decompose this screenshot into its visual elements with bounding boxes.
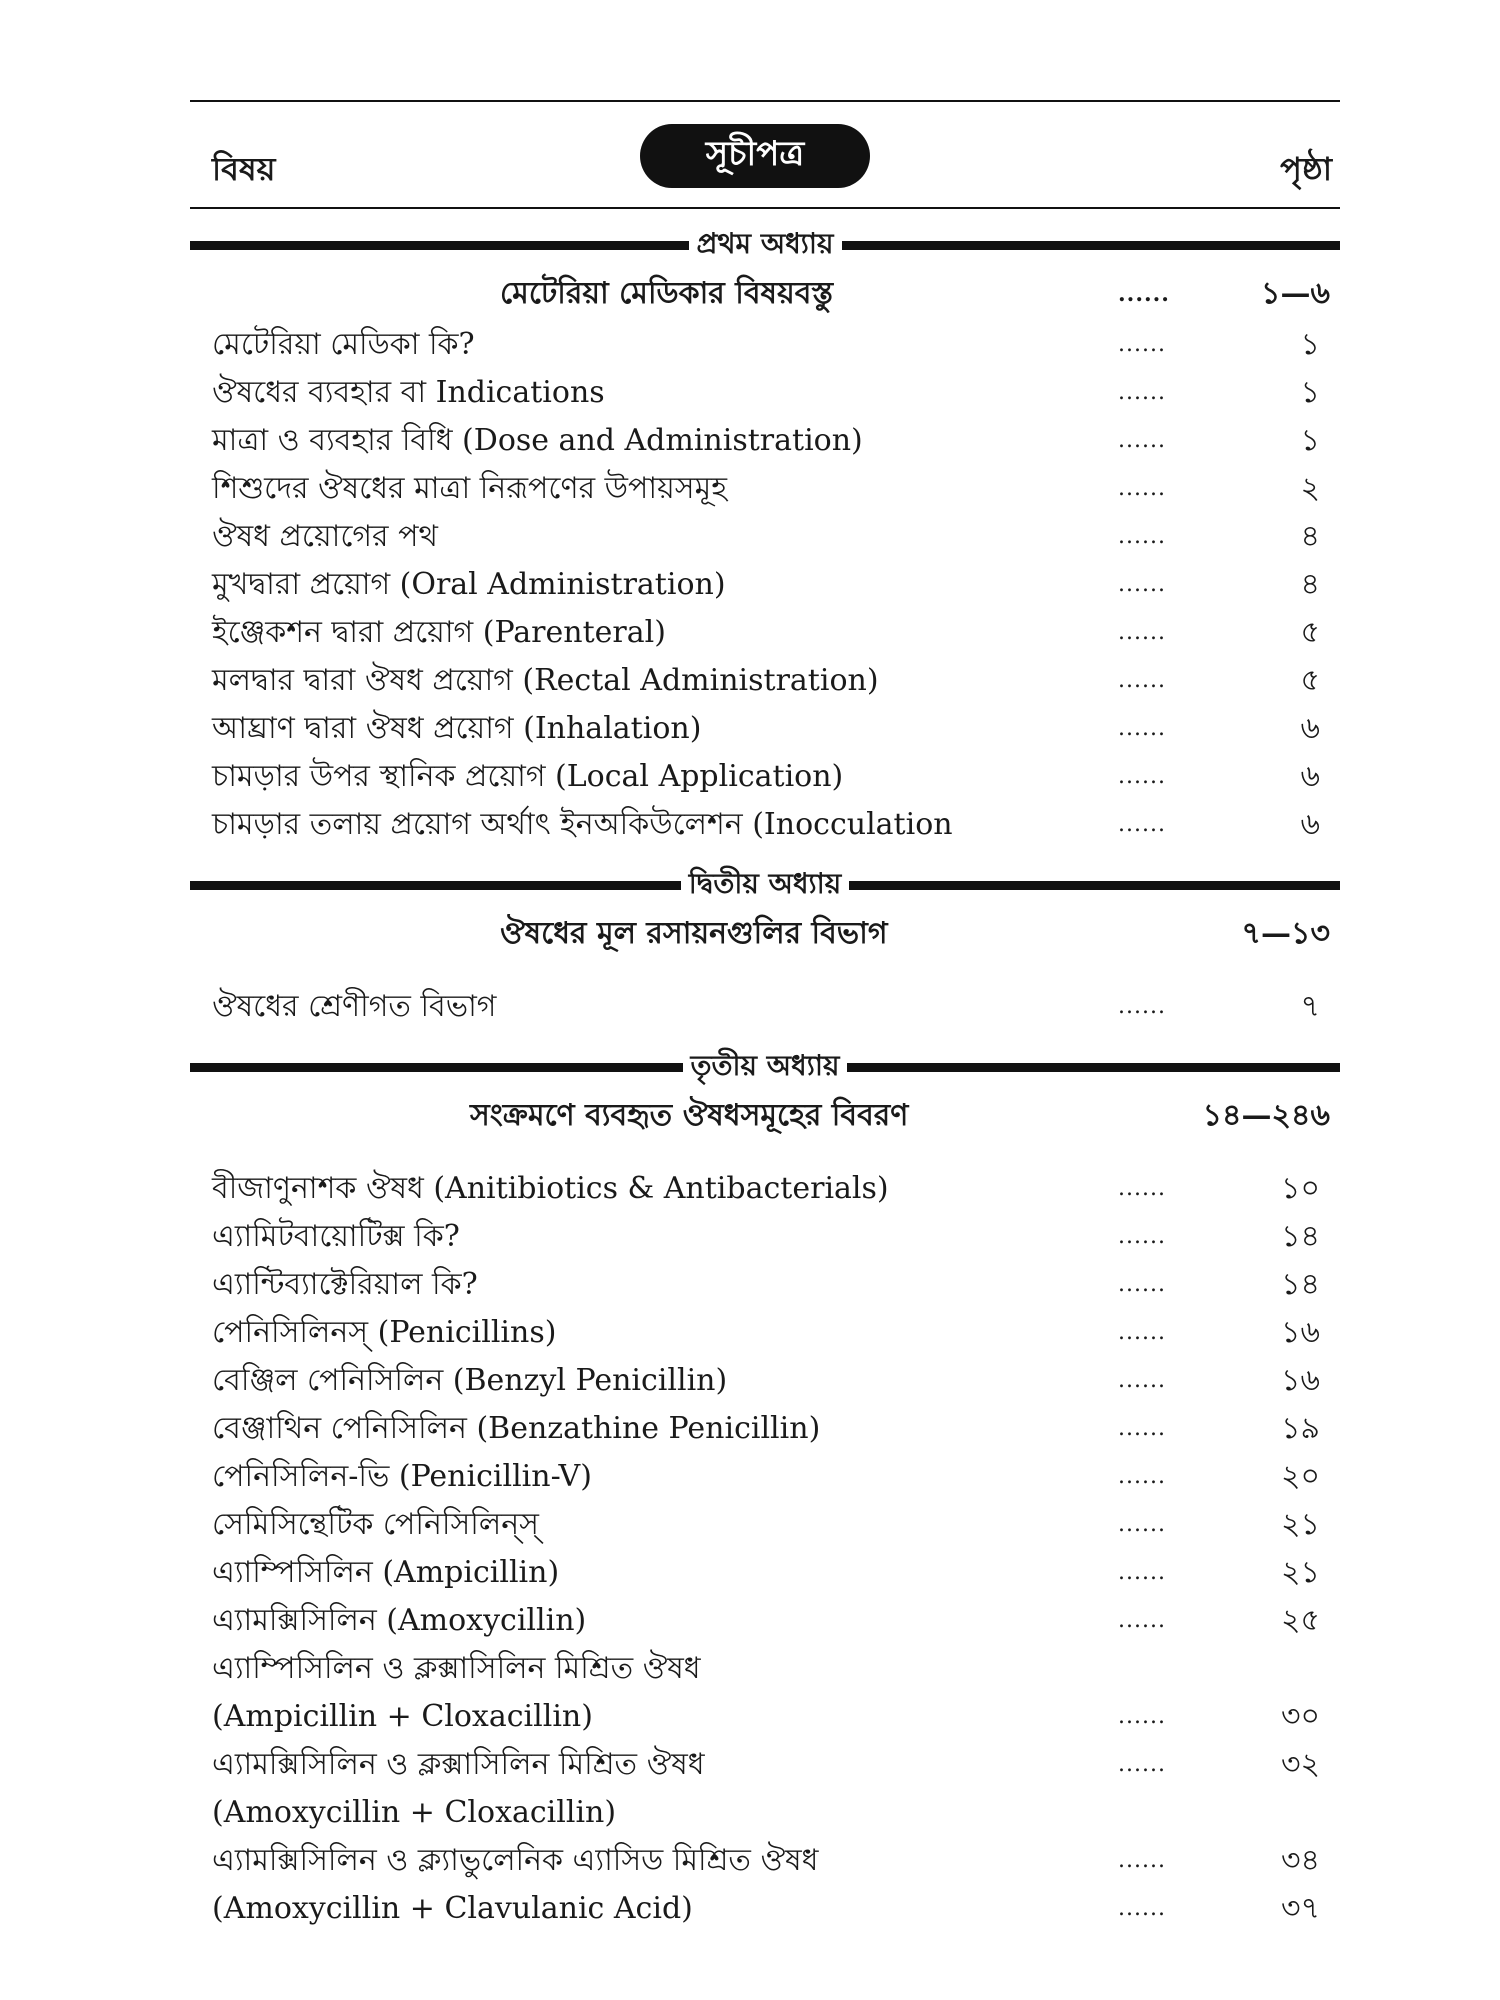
entry-page-number: ২৫ bbox=[1281, 1603, 1320, 1638]
toc-title-badge: সূচীপত্র bbox=[640, 124, 870, 188]
page-heading: পৃষ্ঠা bbox=[1280, 150, 1332, 188]
entry-page-number: ২১ bbox=[1281, 1555, 1320, 1590]
entry-page-number: ১৪ bbox=[1281, 1219, 1320, 1254]
toc-entry bbox=[190, 1597, 1340, 1645]
dot-leader: ...... bbox=[1118, 1224, 1166, 1249]
dot-leader: ...... bbox=[1118, 1176, 1166, 1201]
entry-page-number: ১৪ bbox=[1281, 1267, 1320, 1302]
toc-entry bbox=[190, 513, 1340, 561]
dot-leader: ...... bbox=[1118, 812, 1166, 837]
toc-header bbox=[190, 102, 1340, 207]
entry-page-number: ৪ bbox=[1300, 567, 1320, 602]
toc-entry bbox=[190, 1213, 1340, 1261]
dot-leader: ...... bbox=[1118, 1608, 1166, 1633]
dot-leader: ...... bbox=[1118, 1560, 1166, 1585]
chapter-divider bbox=[190, 1045, 1340, 1089]
toc-entry bbox=[190, 369, 1340, 417]
entry-title: ইঞ্জেকশন দ্বারা প্রয়োগ (Parenteral) bbox=[212, 615, 666, 650]
toc-entry bbox=[190, 1645, 1340, 1693]
entry-title: এ্যামক্সিসিলিন ও ক্লক্সাসিলিন মিশ্রিত ঔষধ bbox=[212, 1747, 705, 1782]
dot-leader: ...... bbox=[1118, 1512, 1166, 1537]
entry-title: আঘ্রাণ দ্বারা ঔষধ প্রয়োগ (Inhalation) bbox=[212, 711, 702, 746]
entry-title: (Amoxycillin + Clavulanic Acid) bbox=[212, 1891, 693, 1926]
dot-leader: ...... bbox=[1118, 1272, 1166, 1297]
chapter-divider bbox=[190, 863, 1340, 907]
section-heading-row bbox=[190, 907, 1340, 961]
dot-leader: ...... bbox=[1118, 428, 1166, 453]
entry-page-number: ১৯ bbox=[1281, 1411, 1320, 1446]
toc-entry bbox=[190, 1165, 1340, 1213]
entry-page-number: ১ bbox=[1300, 423, 1320, 458]
entry-page-number: ৫ bbox=[1300, 615, 1320, 650]
entry-page-number: ১৬ bbox=[1281, 1315, 1320, 1350]
entry-page-number: ৩৭ bbox=[1280, 1891, 1320, 1926]
entry-page-number: ৩০ bbox=[1280, 1699, 1320, 1734]
toc-page bbox=[190, 100, 1340, 1933]
toc-entry bbox=[190, 417, 1340, 465]
toc-entry bbox=[190, 657, 1340, 705]
dot-leader: ...... bbox=[1118, 1752, 1166, 1777]
entry-title: এ্যাম্পিসিলিন ও ক্লক্সাসিলিন মিশ্রিত ঔষধ bbox=[212, 1651, 701, 1686]
toc-entry bbox=[190, 1405, 1340, 1453]
dot-leader: ...... bbox=[1118, 281, 1170, 307]
entry-page-number: ১ bbox=[1300, 327, 1320, 362]
entry-page-number: ১ bbox=[1300, 375, 1320, 410]
dot-leader: ...... bbox=[1118, 1896, 1166, 1921]
section-page-range: ১৪—২৪৬ bbox=[1202, 1098, 1330, 1133]
entry-title: শিশুদের ঔষধের মাত্রা নিরূপণের উপায়সমূহ bbox=[212, 471, 727, 506]
dot-leader: ...... bbox=[1118, 476, 1166, 501]
entry-title: এ্যান্টিব্যাক্টেরিয়াল কি? bbox=[212, 1267, 478, 1302]
chapter-label: প্রথম অধ্যায় bbox=[696, 226, 834, 260]
entry-title: চামড়ার উপর স্থানিক প্রয়োগ (Local Application) bbox=[212, 759, 844, 794]
toc-entry bbox=[190, 1501, 1340, 1549]
entry-page-number: ৬ bbox=[1300, 711, 1320, 746]
toc-entry bbox=[190, 1789, 1340, 1837]
entry-title: চামড়ার তলায় প্রয়োগ অর্থাৎ ইনঅকিউলেশন (Inocculation bbox=[212, 807, 953, 842]
entry-title: বীজাণুনাশক ঔষধ (Anitibiotics & Antibacterials) bbox=[212, 1171, 889, 1206]
dot-leader: ...... bbox=[1118, 1320, 1166, 1345]
toc-entry bbox=[190, 1309, 1340, 1357]
toc-entry bbox=[190, 1549, 1340, 1597]
dot-leader: ...... bbox=[1118, 764, 1166, 789]
entry-page-number: ১৬ bbox=[1281, 1363, 1320, 1398]
toc-entry bbox=[190, 321, 1340, 369]
entry-page-number: ২০ bbox=[1280, 1459, 1320, 1494]
toc-entry bbox=[190, 1837, 1340, 1885]
entry-title: বেঞ্জাথিন পেনিসিলিন (Benzathine Penicillin) bbox=[212, 1411, 821, 1446]
toc-entry bbox=[190, 1453, 1340, 1501]
entry-title: মেটেরিয়া মেডিকা কি? bbox=[212, 327, 475, 362]
dot-leader: ...... bbox=[1118, 668, 1166, 693]
toc-entry bbox=[190, 465, 1340, 513]
divider-bar bbox=[190, 1063, 683, 1072]
dot-leader: ...... bbox=[1118, 716, 1166, 741]
dot-leader: ...... bbox=[1118, 1416, 1166, 1441]
dot-leader: ...... bbox=[1118, 994, 1166, 1019]
section-title: মেটেরিয়া মেডিকার বিষয়বস্তু bbox=[500, 276, 834, 311]
dot-leader: ...... bbox=[1118, 1704, 1166, 1729]
dot-leader: ...... bbox=[1118, 524, 1166, 549]
entry-title: এ্যামক্সিসিলিন ও ক্ল্যাভুলেনিক এ্যাসিড মিশ্রিত ঔষধ bbox=[212, 1843, 819, 1878]
divider-bar bbox=[849, 881, 1340, 890]
entry-title: পেনিসিলিনস্ (Penicillins) bbox=[212, 1315, 557, 1350]
subject-heading: বিষয় bbox=[212, 150, 276, 188]
entry-page-number: ৬ bbox=[1300, 759, 1320, 794]
toc-entry bbox=[190, 1741, 1340, 1789]
entry-title: ঔষধের ব্যবহার বা Indications bbox=[212, 375, 605, 410]
entry-title: এ্যামক্সিসিলিন (Amoxycillin) bbox=[212, 1603, 587, 1638]
toc-entry bbox=[190, 801, 1340, 849]
entry-page-number: ৩২ bbox=[1280, 1747, 1320, 1782]
entry-page-number: ৫ bbox=[1300, 663, 1320, 698]
chapter-label: দ্বিতীয় অধ্যায় bbox=[688, 866, 842, 900]
entry-title: সেমিসিন্থেটিক পেনিসিলিন্স্ bbox=[212, 1507, 539, 1542]
entry-title: ঔষধের শ্রেণীগত বিভাগ bbox=[212, 989, 497, 1024]
dot-leader: ...... bbox=[1118, 620, 1166, 645]
dot-leader: ...... bbox=[1118, 1464, 1166, 1489]
toc-entry bbox=[190, 1885, 1340, 1933]
toc-entry bbox=[190, 705, 1340, 753]
entry-title: ঔষধ প্রয়োগের পথ bbox=[212, 519, 438, 554]
entry-title: মুখদ্বারা প্রয়োগ (Oral Administration) bbox=[212, 567, 726, 602]
entry-title: মলদ্বার দ্বারা ঔষধ প্রয়োগ (Rectal Administration) bbox=[212, 663, 879, 698]
section-page-range: ৭—১৩ bbox=[1241, 916, 1330, 951]
dot-leader: ...... bbox=[1118, 332, 1166, 357]
entry-page-number: ২১ bbox=[1281, 1507, 1320, 1542]
entry-title: এ্যামিটবায়োটিক্স কি? bbox=[212, 1219, 460, 1254]
divider-bar bbox=[190, 881, 681, 890]
divider-bar bbox=[842, 241, 1341, 250]
chapter-divider bbox=[190, 223, 1340, 267]
section-page-range: ১—৬ bbox=[1261, 276, 1330, 311]
entry-title: মাত্রা ও ব্যবহার বিধি (Dose and Administration) bbox=[212, 423, 863, 458]
toc-body bbox=[190, 209, 1340, 1933]
entry-page-number: ৪ bbox=[1300, 519, 1320, 554]
dot-leader: ...... bbox=[1118, 572, 1166, 597]
entry-title: এ্যাম্পিসিলিন (Ampicillin) bbox=[212, 1555, 560, 1590]
section-heading-row bbox=[190, 1089, 1340, 1143]
entry-title: পেনিসিলিন-ভি (Penicillin-V) bbox=[212, 1459, 592, 1494]
section-heading-row bbox=[190, 267, 1340, 321]
toc-entry bbox=[190, 1693, 1340, 1741]
entry-title: (Ampicillin + Cloxacillin) bbox=[212, 1699, 593, 1734]
section-title: ঔষধের মূল রসায়নগুলির বিভাগ bbox=[500, 916, 888, 951]
divider-bar bbox=[190, 241, 689, 250]
toc-entry bbox=[190, 1357, 1340, 1405]
dot-leader: ...... bbox=[1118, 1368, 1166, 1393]
divider-bar bbox=[847, 1063, 1340, 1072]
toc-entry bbox=[190, 1261, 1340, 1309]
entry-title: বেঞ্জিল পেনিসিলিন (Benzyl Penicillin) bbox=[212, 1363, 728, 1398]
toc-entry bbox=[190, 753, 1340, 801]
entry-page-number: ২ bbox=[1300, 471, 1320, 506]
section-title: সংক্রমণে ব্যবহৃত ঔষধসমূহের বিবরণ bbox=[470, 1098, 909, 1133]
chapter-label: তৃতীয় অধ্যায় bbox=[690, 1048, 840, 1082]
dot-leader: ...... bbox=[1118, 1848, 1166, 1873]
entry-page-number: ৬ bbox=[1300, 807, 1320, 842]
entry-page-number: ১০ bbox=[1281, 1171, 1320, 1206]
toc-entry bbox=[190, 609, 1340, 657]
entry-page-number: ৩৪ bbox=[1281, 1843, 1320, 1878]
entry-page-number: ৭ bbox=[1300, 989, 1320, 1024]
toc-entry bbox=[190, 983, 1340, 1031]
toc-entry bbox=[190, 561, 1340, 609]
entry-title: (Amoxycillin + Cloxacillin) bbox=[212, 1795, 617, 1830]
dot-leader: ...... bbox=[1118, 380, 1166, 405]
